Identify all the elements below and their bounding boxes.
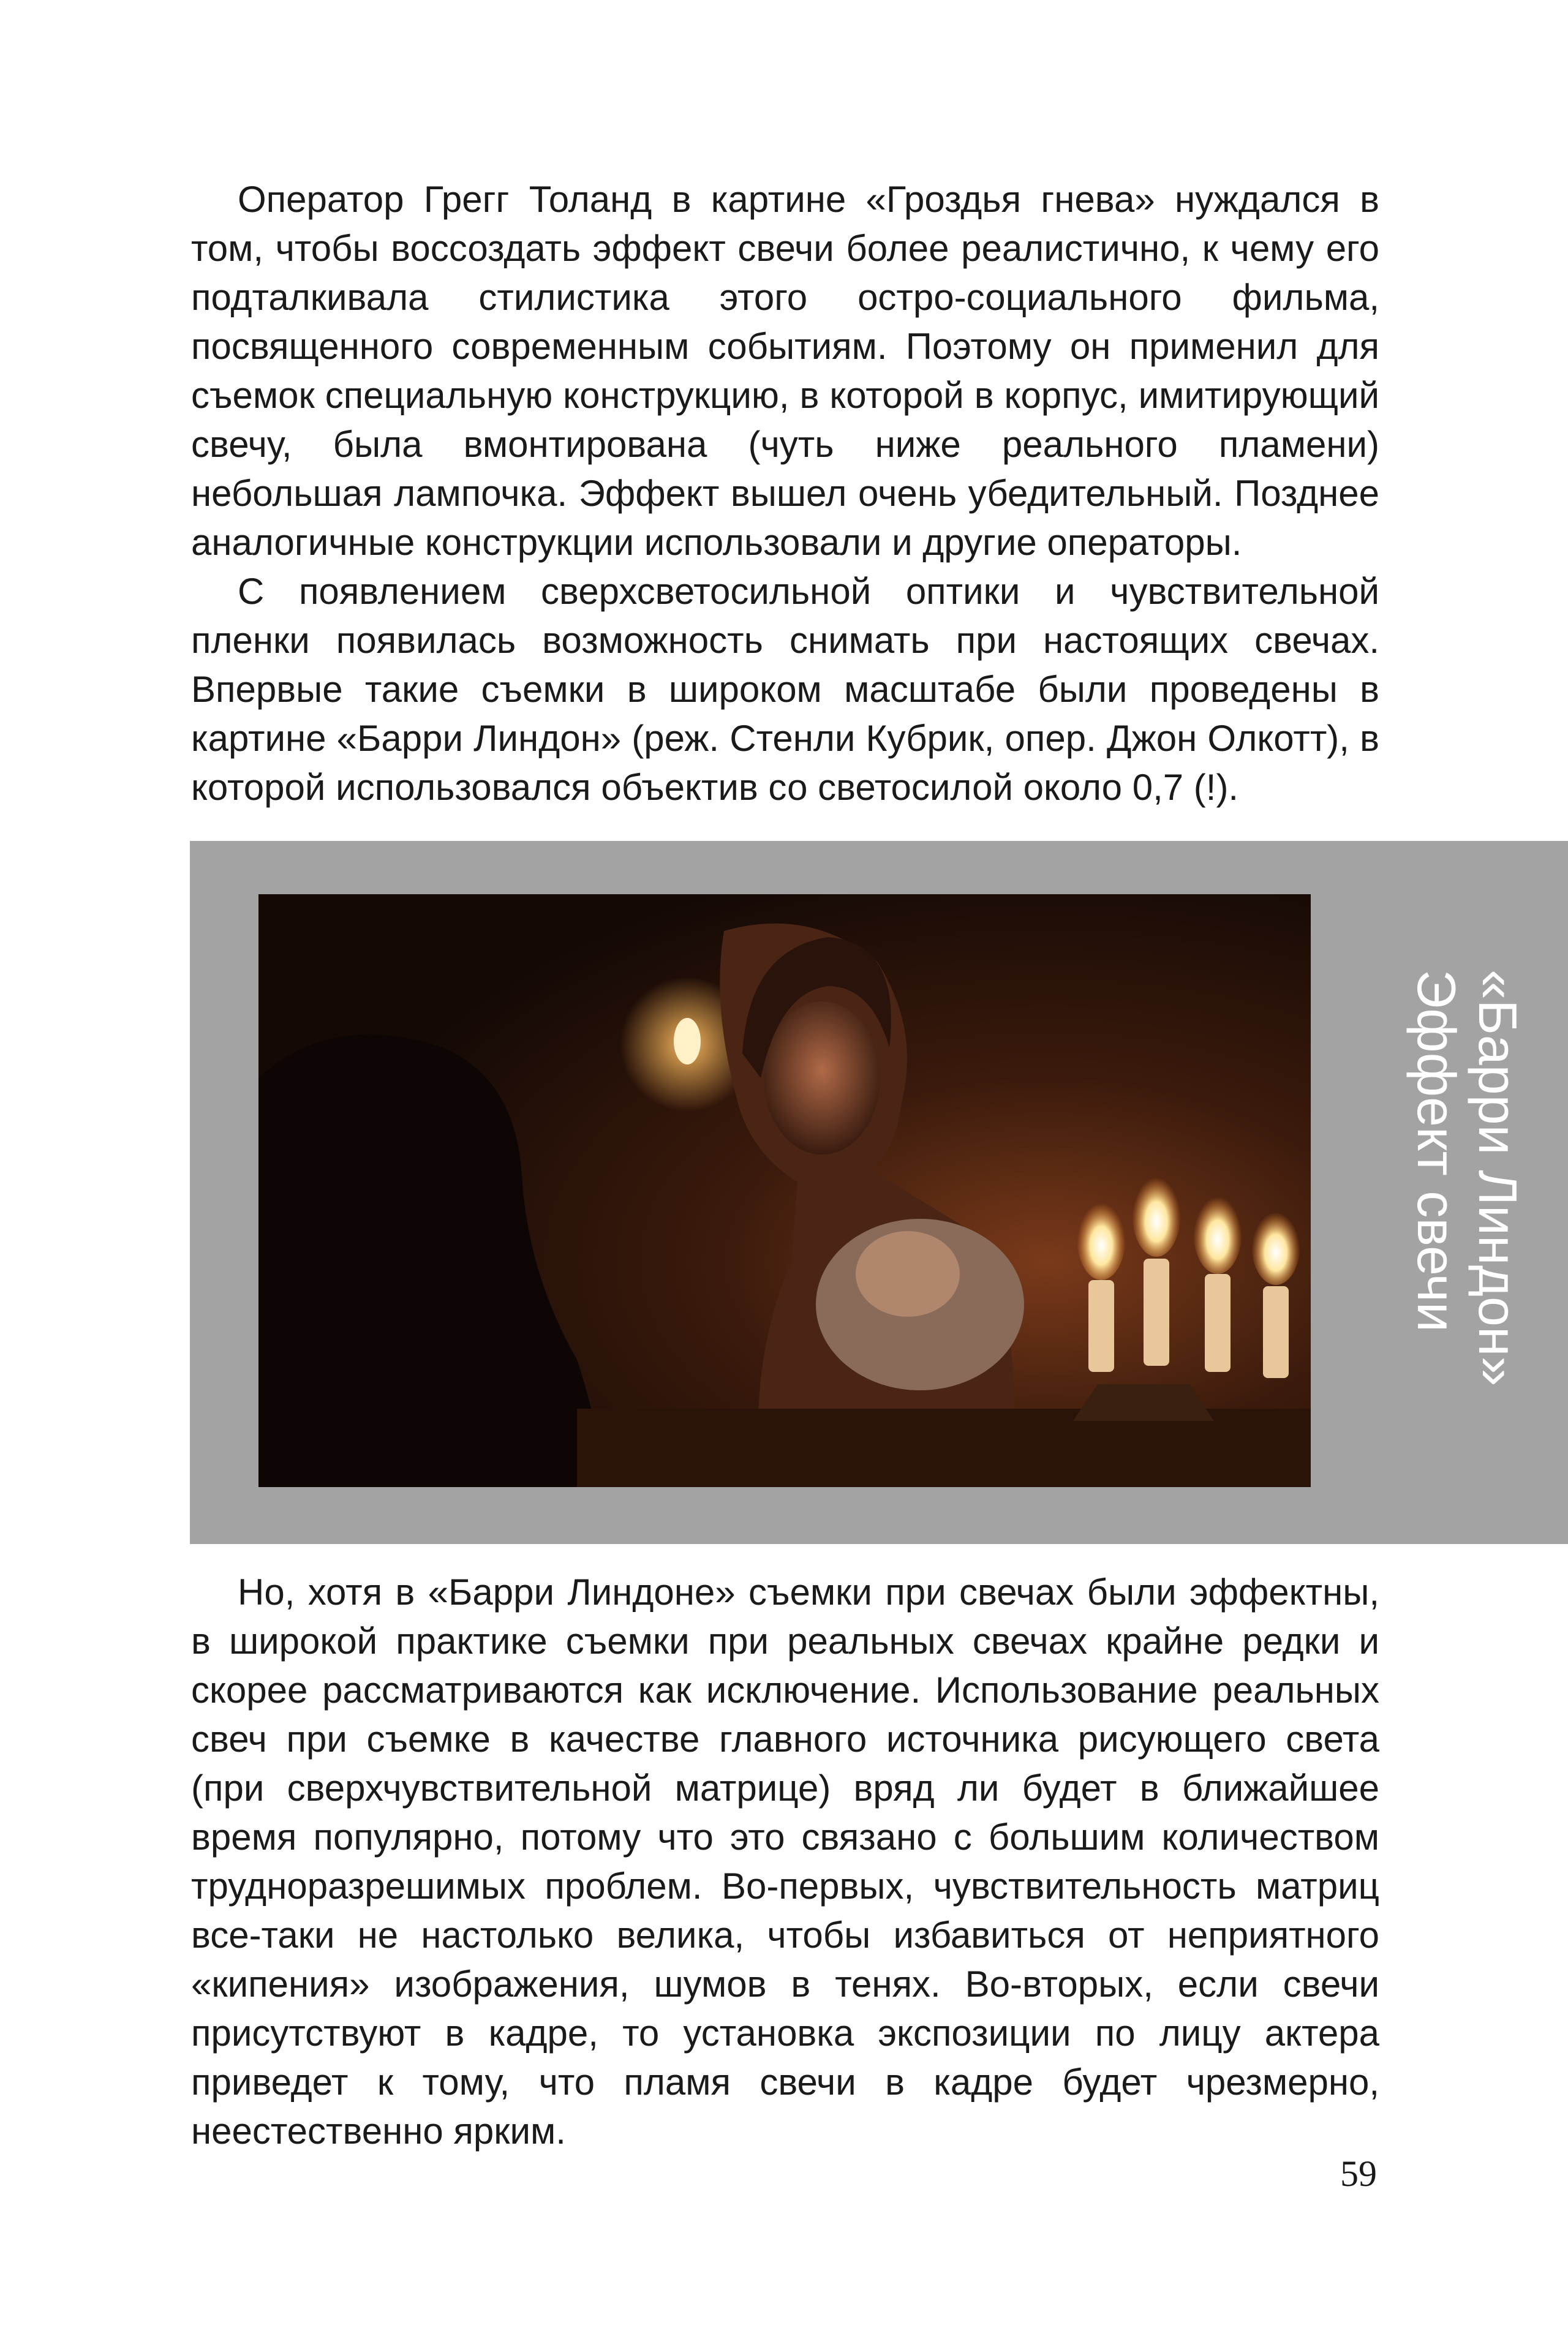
paragraph-toland: Оператор Грегг Толанд в картине «Гроздья гнева» нуждался в том, чтобы воссоздать эффект свечи более реалистично, к чему его подталкивала стилистика этого остро-социального фильма, посвященного современным событиям. Поэтому он применил для съемок специальную конструкцию, в которой в корпус, имитирующий свечу, была вмонтирована (чуть ниже реального пламени) небольшая лампочка. Эффект вышел очень убедительный. Позднее аналогичные конструкции использовали и другие операторы. (191, 179, 1379, 563)
paragraph-barry-lyndon-optics: С появлением сверхсветосильной оптики и чувствительной пленки появилась возможность снимать при настоящих свечах. Впервые такие съемки в широком масштабе были проведены в картине «Барри Линдон» (реж. Стенли Кубрик, опер. Джон Олкотт), в которой использовался объектив со светосилой около 0,7 (!). (191, 571, 1379, 808)
caption-subtitle: Эффект свечи (1406, 970, 1467, 1333)
vertical-caption (1406, 970, 1528, 1398)
bottom-text-block (191, 1568, 1379, 2156)
candlelight-scene-image (258, 894, 1311, 1487)
film-still-photo (258, 894, 1311, 1487)
page-number: 59 (1340, 2153, 1377, 2194)
figure-band (190, 841, 1568, 1544)
top-text-block (191, 175, 1379, 812)
paragraph-candles-practice: Но, хотя в «Барри Линдоне» съемки при свечах были эффектны, в широкой практике съемки при реальных свечах крайне редки и скорее рассматриваются как исключение. Использование реальных свеч при съемке в качестве главного источника рисующего света (при сверхчувствительной матрице) вряд ли будет в ближайшее время популярно, потому что это связано с большим количеством трудноразрешимых проблем. Во-первых, чувствительность матриц все-таки не настолько велика, чтобы избавиться от неприятного «кипения» изображения, шумов в тенях. Во-вторых, если свечи присутствуют в кадре, то установка экспозиции по лицу актера приведет к тому, что пламя свечи в кадре будет чрезмерно, неестественно ярким. (191, 1572, 1379, 2152)
caption-title: «Барри Линдон» (1468, 970, 1528, 1387)
